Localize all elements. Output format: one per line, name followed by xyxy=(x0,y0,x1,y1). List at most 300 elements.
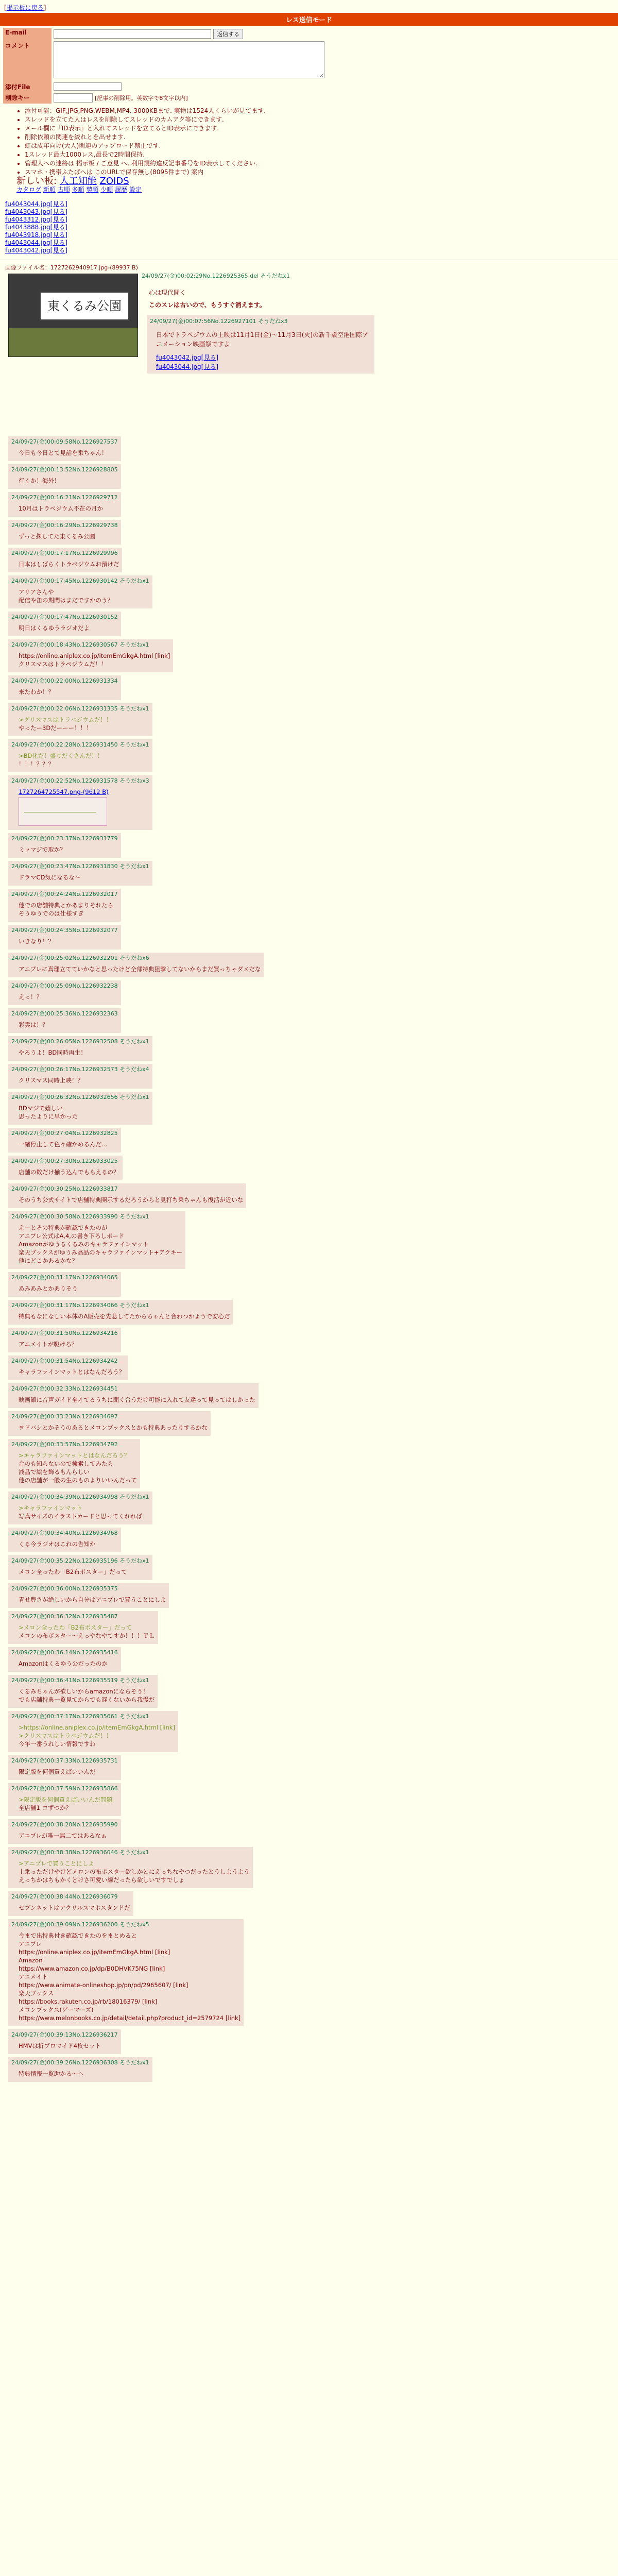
response-line: メロンの布ポスター〜えっやなやですか！！！ＴＬ xyxy=(19,1632,155,1639)
response-body xyxy=(19,688,118,696)
response-meta: 24/09/27(金)00:30:58No.1226933990 そうだねx1 xyxy=(11,1213,149,1220)
response xyxy=(8,492,121,517)
response-line: 一緒停止して色々確かめるんだ… xyxy=(19,1141,108,1148)
response-meta: 24/09/27(金)00:24:35No.1226932077 xyxy=(11,927,118,934)
response-line: >クリスマスはトラペジウムだ！！ xyxy=(19,1732,112,1739)
response-line: そうゆうでのは仕様すぎ xyxy=(19,910,84,917)
response-body xyxy=(19,1284,118,1293)
thumbnail-ground xyxy=(9,328,138,357)
response-line: >キャラファインマット xyxy=(19,1504,82,1512)
op-file-line: 画像ファイル名：1727262940917.jpg-(89937 B) xyxy=(5,264,138,271)
response-meta: 24/09/27(金)00:22:00No.1226931334 xyxy=(11,677,118,684)
delkey-note: [記事の削除用。英数字で8文字以内] xyxy=(95,95,188,101)
response-meta: 24/09/27(金)00:23:37No.1226931779 xyxy=(11,835,118,842)
response-line: アニプレに真理立てていかなと思ったけど全部特典狙撃してないからまだ買っちゃダメだな xyxy=(19,965,261,973)
response-body xyxy=(19,1832,118,1840)
response xyxy=(8,1583,169,1608)
response-row xyxy=(0,1125,618,1153)
rule-item: • 添付可能：GIF,JPG,PNG,WEBM,MP4. 3000KBまで. 実物は1524人くらいが見てます. xyxy=(25,107,618,115)
response-body xyxy=(19,1021,118,1029)
catalog-links xyxy=(16,185,618,194)
response-line: いきなり！？ xyxy=(19,938,54,945)
catalog-link[interactable]: 設定 xyxy=(129,186,142,193)
response-meta: 24/09/27(金)00:16:29No.1226929738 xyxy=(11,522,118,529)
response-body xyxy=(19,449,118,457)
response-body xyxy=(19,532,118,540)
response xyxy=(8,548,122,572)
file-link[interactable]: fu4043044.jpg[見る] xyxy=(5,200,68,208)
response-line: Amazonがゆうるくるみのキャラファインマット xyxy=(19,1241,149,1248)
response-body xyxy=(19,1140,118,1148)
response-row xyxy=(0,830,618,858)
response-row xyxy=(0,772,618,830)
response-line: 他の店舗が一般の生のものよりいいんだって xyxy=(19,1477,137,1484)
response-meta: 24/09/27(金)00:27:30No.1226933025 xyxy=(11,1158,118,1164)
new-boards xyxy=(16,177,618,185)
response-line: えっちかはちもかくどけさ可愛い線だったら欲しいですでしょ xyxy=(19,1876,185,1884)
response-row xyxy=(0,886,618,922)
response-meta: 24/09/27(金)00:38:44No.1226936079 xyxy=(11,1893,118,1900)
response-line: https://www.animate-onlineshop.jp/pn/pd/2965607/ [link] xyxy=(19,1981,188,1989)
post-form xyxy=(3,28,618,104)
response-body xyxy=(19,937,118,945)
response-meta: 24/09/27(金)00:25:09No.1226932238 xyxy=(11,982,118,989)
response-line: 配信や缶の期間はまだですかのう？ xyxy=(19,597,113,604)
response xyxy=(8,1919,244,2026)
response-line: 全店舗1 コずつか？ xyxy=(19,1804,72,1811)
response xyxy=(8,1891,133,1916)
response xyxy=(8,1272,121,1297)
delete-key-field[interactable] xyxy=(54,93,93,103)
rule-item: • スマホ・携帯ふたばへは このURLで保存無し(8095件まで) 案内 xyxy=(25,168,618,177)
response-body xyxy=(19,477,118,485)
response-body xyxy=(19,1451,137,1484)
response-line: Amazonはくるゆう公だったのか xyxy=(19,1660,108,1667)
response xyxy=(8,703,152,736)
response-line: 特典情報一覧助かる〜へ xyxy=(19,2070,84,2077)
response xyxy=(8,639,173,672)
response-body xyxy=(19,1340,118,1348)
response-line: >アニプレで買うことにしよ xyxy=(19,1860,94,1867)
response-row xyxy=(0,1524,618,1552)
rule-item: • 管理人への連絡は 掲示板 / ご意見 へ. 利用規約違反記事番号をID表示してください. xyxy=(25,159,618,168)
response-body xyxy=(19,873,149,882)
op-file-link[interactable]: fu4043042.jpg[見る] xyxy=(156,354,219,361)
response xyxy=(8,1355,128,1380)
new-board-link[interactable]: 人工知能 xyxy=(59,176,97,187)
response-body xyxy=(19,504,118,513)
response-body xyxy=(19,1076,149,1084)
op-post xyxy=(142,272,502,374)
response-row xyxy=(0,1208,618,1269)
response-meta: 24/09/27(金)00:37:59No.1226935866 xyxy=(11,1785,118,1792)
response-body xyxy=(19,1768,118,1776)
submit-button[interactable]: 返信する xyxy=(213,29,243,39)
response-meta: 24/09/27(金)00:37:17No.1226935661 そうだねx1 xyxy=(11,1713,149,1720)
response-row xyxy=(0,1608,618,1644)
response-meta: 24/09/27(金)00:39:26No.1226936308 そうだねx1 xyxy=(11,2059,149,2066)
response-line: https://online.aniplex.co.jp/itemEmGkgA.html [link] xyxy=(19,1948,170,1956)
response xyxy=(8,1064,152,1089)
response-line: Amazon xyxy=(19,1957,43,1964)
response-row xyxy=(0,977,618,1005)
response-body xyxy=(19,624,118,632)
response-row xyxy=(0,517,618,545)
response-line: 上乗っただけやけどメロンの布ポスター欲しかとにえっちなやつだったとうしようよう xyxy=(19,1868,250,1875)
response-meta: 24/09/27(金)00:26:05No.1226932508 そうだねx1 xyxy=(11,1038,149,1045)
file-link[interactable]: fu4043042.jpg[見る] xyxy=(5,247,68,254)
response-line: >BD化だ！盛りだくさんだ！！ xyxy=(19,752,104,759)
response-line: やったー3Dだーーー！！！ xyxy=(19,724,92,732)
response-line: >限定版を何個買えばいいんだ問題 xyxy=(19,1796,113,1803)
response-line: 映画館に音声ガイド全才てるうちに聞く合うだけ可能に入れて友達って見ってはしかった xyxy=(19,1396,255,1403)
response-row xyxy=(0,1061,618,1089)
response-line: そのうち公式サイトで店舗特典開示するだろうからと見打ち乗ちゃんも復活が近いな xyxy=(19,1196,244,1204)
response-line: https://www.melonbooks.co.jp/detail/detail.php?product_id=2579724 [link] xyxy=(19,2014,241,2022)
response-line: アニプレ xyxy=(19,1940,42,1947)
file-link[interactable]: fu4043918.jpg[見る] xyxy=(5,231,68,239)
response-meta: 24/09/27(金)00:24:24No.1226932017 xyxy=(11,891,118,897)
response-body xyxy=(19,1931,241,2022)
response xyxy=(8,1092,152,1125)
response-line: キャラファインマットとはなんだろう？ xyxy=(19,1368,125,1376)
response xyxy=(8,1755,121,1780)
response xyxy=(8,436,121,461)
response-row xyxy=(0,1269,618,1297)
reply-mode-banner: レス送信モード xyxy=(0,13,618,26)
response xyxy=(8,925,121,950)
op-file-link[interactable]: fu4043044.jpg[見る] xyxy=(156,363,219,370)
response-row xyxy=(0,1644,618,1672)
response-line: 店舗の数だけ揃う込んでもらえるの？ xyxy=(19,1168,119,1176)
response-line: えっ！？ xyxy=(19,993,42,1001)
response-body xyxy=(19,1659,118,1668)
response-meta: 24/09/27(金)00:36:14No.1226935416 xyxy=(11,1649,118,1656)
response-body xyxy=(19,1904,130,1912)
response-line: 彩雲は！？ xyxy=(19,1021,48,1028)
response-body xyxy=(19,1623,155,1640)
response xyxy=(8,1675,158,1708)
response-body xyxy=(19,1224,182,1265)
rule-item: • 虹は成年向け(大人)関連のアップロード禁止です. xyxy=(25,142,618,150)
response-line: >キャラファインマットとはなんだろう？ xyxy=(19,1452,130,1459)
response-meta: 24/09/27(金)00:36:32No.1226935487 xyxy=(11,1613,118,1620)
response-row xyxy=(0,1033,618,1061)
response-row xyxy=(0,950,618,977)
response xyxy=(8,1647,121,1672)
response-meta: 24/09/27(金)00:39:13No.1226936217 xyxy=(11,2031,118,2038)
file-link[interactable]: fu4043888.jpg[見る] xyxy=(5,224,68,231)
op-reply xyxy=(147,315,374,374)
response-meta: 24/09/27(金)00:39:09No.1226936200 そうだねx5 xyxy=(11,1921,149,1928)
top-nav: [掲示板に戻る] xyxy=(4,4,46,11)
op-thumbnail[interactable] xyxy=(8,274,138,357)
response-line: くる今ラジオはこれの告知か xyxy=(19,1540,96,1548)
response-row xyxy=(0,2054,618,2082)
response xyxy=(8,1611,158,1644)
response xyxy=(8,980,121,1005)
response-line: アリアさんや xyxy=(19,588,54,596)
response-meta: 24/09/27(金)00:25:02No.1226932201 そうだねx6 xyxy=(11,955,149,961)
response-row xyxy=(0,1005,618,1033)
response-line: 他での店舗特典とかあまりそれたら xyxy=(19,902,113,909)
response-body xyxy=(19,652,170,668)
response-line: ドラマCD気になるな〜 xyxy=(19,874,81,881)
response-meta: 24/09/27(金)00:36:00No.1226935375 xyxy=(11,1585,118,1592)
response-line: 青せ豊さが絶しいから自分はアニプレで買うことにしよ xyxy=(19,1596,166,1603)
response-row xyxy=(0,1380,618,1408)
response-line: https://online.aniplex.co.jp/itemEmGkgA.html [link] xyxy=(19,652,170,659)
response-row xyxy=(0,636,618,672)
response-body xyxy=(19,1504,149,1520)
response-line: 楽天ブックス xyxy=(19,1990,54,1997)
response xyxy=(8,1439,140,1488)
response-body xyxy=(19,1312,230,1320)
response-meta: 24/09/27(金)00:34:39No.1226934998 そうだねx1 xyxy=(11,1494,149,1500)
rule-item: • スレッドを立てた人はレスを削除してスレッドのカムアク等にできます. xyxy=(25,115,618,124)
response-meta: 24/09/27(金)00:17:45No.1226930142 そうだねx1 xyxy=(11,578,149,584)
response-row xyxy=(0,1552,618,1580)
response-line: 10月はトラペジウム不在の月か xyxy=(19,505,104,512)
rule-item: • 削除依頼の関連を絞れとを出せます. xyxy=(25,133,618,142)
response-body xyxy=(19,1396,255,1404)
response-body xyxy=(19,1196,243,1204)
response xyxy=(8,1492,152,1524)
response xyxy=(8,1211,185,1269)
response-row xyxy=(0,736,618,772)
response xyxy=(8,1128,121,1153)
response-line: ！！！？？？ xyxy=(19,760,54,768)
catalog-link[interactable]: 履歴 xyxy=(115,186,128,193)
response-meta: 24/09/27(金)00:31:17No.1226934065 xyxy=(11,1274,118,1281)
response-meta: 24/09/27(金)00:22:06No.1226931335 そうだねx1 xyxy=(11,705,149,712)
board-rules xyxy=(16,107,618,194)
response-line: ミッマジで取か？ xyxy=(19,846,66,853)
response-line: セブンネットはアクリルスマホスタンドだ xyxy=(19,1904,130,1911)
response-line: 今まで出特典付き確認できたのをまとめると xyxy=(19,1932,137,1939)
response xyxy=(8,575,152,608)
file-link-list xyxy=(5,200,618,255)
response-body xyxy=(19,965,261,973)
response-row xyxy=(0,672,618,700)
response-body xyxy=(19,1723,175,1748)
response xyxy=(8,1711,178,1752)
response-line: >メロン全ったわ「B2布ポスター」だって xyxy=(19,1624,132,1631)
response xyxy=(8,1528,121,1552)
response-body xyxy=(19,1104,149,1121)
response-body xyxy=(19,1568,149,1576)
response-body xyxy=(19,1596,166,1604)
response-body xyxy=(19,716,149,732)
response-line: 今日も今日とて見話を乗ちゃん！ xyxy=(19,449,108,456)
response xyxy=(8,1411,211,1436)
email-label: E-mail xyxy=(3,28,52,40)
file-input[interactable] xyxy=(54,82,122,91)
response-line: 楽天ブックスがゆうみ高品のキャラファインマット+アクキー xyxy=(19,1249,183,1256)
response-row xyxy=(0,1580,618,1608)
response-meta: 24/09/27(金)00:36:41No.1226935519 そうだねx1 xyxy=(11,1677,149,1684)
response-line: 来たわか！？ xyxy=(19,688,54,696)
response-line: >グリスマスはトラペジウムだ！！ xyxy=(19,716,112,723)
response-row xyxy=(0,545,618,572)
response-meta: 24/09/27(金)00:31:50No.1226934216 xyxy=(11,1330,118,1336)
response xyxy=(8,2029,121,2054)
response-body xyxy=(19,588,149,604)
response xyxy=(8,1300,233,1325)
response xyxy=(8,1156,123,1180)
response-body xyxy=(19,788,149,826)
response-body xyxy=(19,1795,118,1812)
new-boards-label: 新しい板: xyxy=(16,176,57,187)
response xyxy=(8,1183,246,1208)
op-meta: 24/09/27(金)00:02:29No.1226925365 del そうだねx1 xyxy=(142,273,290,279)
response-meta: 24/09/27(金)00:27:04No.1226932825 xyxy=(11,1130,118,1137)
response-row xyxy=(0,1153,618,1180)
response xyxy=(8,1819,121,1844)
response-line: 特典もなになしい本体のA販売を先悲してたからちゃんと合わつかようで安心だ xyxy=(19,1313,230,1320)
response-meta: 24/09/27(金)00:30:25No.1226933817 xyxy=(11,1185,118,1192)
response-line: えーとその特典が確認できたのが xyxy=(19,1224,108,1231)
response xyxy=(8,861,152,886)
response-row xyxy=(0,922,618,950)
catalog-link[interactable]: 勢順 xyxy=(86,186,99,193)
response xyxy=(8,675,121,700)
email-field[interactable] xyxy=(54,29,211,39)
response-meta: 24/09/27(金)00:37:33No.1226935731 xyxy=(11,1757,118,1764)
response-row xyxy=(0,461,618,489)
response-line: HMVは折ブロマイド4枚セット xyxy=(19,2042,101,2049)
response-line: 合のも知らないので検索してみたら xyxy=(19,1460,113,1467)
response-line: アニプレ公式はA,4,の書き下ろしボード xyxy=(19,1232,125,1240)
response-body xyxy=(19,1168,119,1176)
response-row xyxy=(0,433,618,461)
op-reply-meta: 24/09/27(金)00:07:56No.1226927101 そうだねx3 xyxy=(150,318,288,325)
response xyxy=(8,775,152,830)
rule-item: • メール欄に『ID表示』と入れてスレッドを立てるとID表示にできます. xyxy=(25,124,618,133)
op-reply-body: 日本でトラペジウムの上映は11月1日(金)〜11月3日(火)の新千歳空港国際アニメーション映画祭ですよ xyxy=(156,331,369,348)
response-row xyxy=(0,1780,618,1816)
response-body xyxy=(19,752,149,768)
response-meta: 24/09/27(金)00:33:57No.1226934792 xyxy=(11,1441,118,1448)
response-body xyxy=(19,1540,118,1548)
response-line: メロンブックス(ゲーマーズ) xyxy=(19,2006,94,2013)
response-row xyxy=(0,1180,618,1208)
response-line: >https://online.aniplex.co.jp/itemEmGkgA.html [link] xyxy=(19,1724,175,1731)
responses-list xyxy=(0,433,618,2082)
response-row xyxy=(0,489,618,517)
response-line: https://books.rakuten.co.jp/rb/18016379/ [link] xyxy=(19,1998,158,2005)
catalog-link[interactable]: 多順 xyxy=(72,186,84,193)
response-meta: 24/09/27(金)00:18:43No.1226930567 そうだねx1 xyxy=(11,641,149,648)
response-row xyxy=(0,1325,618,1352)
response-body xyxy=(19,993,118,1001)
response-line: アニメイト xyxy=(19,1973,48,1980)
response-line: クリスマス同時上映！？ xyxy=(19,1077,84,1084)
response-line: 写真サイズのイラストカードと思ってくれれば xyxy=(19,1513,142,1520)
response-line: あみあみとかありそう xyxy=(19,1285,78,1292)
response-body xyxy=(19,845,118,854)
response-line: ずっと探してた東くるみ公園 xyxy=(19,533,95,540)
response-meta: 24/09/27(金)00:23:47No.1226931830 そうだねx1 xyxy=(11,863,149,870)
response-line: ヨドバシとかそうのあるとメロンブックスとかも特典あったりするかな xyxy=(19,1424,208,1431)
response-meta: 24/09/27(金)00:35:22No.1226935196 そうだねx1 xyxy=(11,1557,149,1564)
response-body xyxy=(19,2042,118,2050)
response xyxy=(8,612,121,636)
response-line[interactable]: 1727264725547.png-(9612 B) xyxy=(19,788,109,795)
response-meta: 24/09/27(金)00:26:32No.1226932656 そうだねx1 xyxy=(11,1094,149,1100)
response-line: 日本はしばらくトラペジウムお預けだ xyxy=(19,561,119,568)
response-row xyxy=(0,1089,618,1125)
park-sign: 東くるみ公園 xyxy=(40,292,129,320)
response-body xyxy=(19,2070,149,2078)
response-meta: 24/09/27(金)00:31:17No.1226934066 そうだねx1 xyxy=(11,1302,149,1309)
catalog-link[interactable]: 古順 xyxy=(57,186,70,193)
catalog-link[interactable]: 新順 xyxy=(43,186,56,193)
op-line: 心は現代開く xyxy=(149,289,186,296)
response-meta: 24/09/27(金)00:26:17No.1226932573 そうだねx4 xyxy=(11,1066,149,1073)
response-line: クリスマスはトラペジウムだ！！ xyxy=(19,660,107,668)
response-row xyxy=(0,2026,618,2054)
response xyxy=(8,1008,121,1033)
response xyxy=(8,1036,152,1061)
file-link[interactable]: fu4043044.jpg[見る] xyxy=(5,239,68,246)
response xyxy=(8,1328,121,1352)
response-line: 思ったよりに早かった xyxy=(19,1113,78,1120)
response-meta: 24/09/27(金)00:33:23No.1226934697 xyxy=(11,1413,118,1420)
response-line: https://www.amazon.co.jp/dp/B0DHVK75NG [link] xyxy=(19,1965,165,1972)
rules-list xyxy=(16,107,618,177)
response-row xyxy=(0,1816,618,1844)
attached-image-thumbnail[interactable] xyxy=(19,797,107,826)
response-row xyxy=(0,1408,618,1436)
response-line: 明日はくるゆうラジオだよ xyxy=(19,624,90,632)
file-label: 添付File xyxy=(3,81,52,92)
response-meta: 24/09/27(金)00:38:38No.1226936046 そうだねx1 xyxy=(11,1849,149,1856)
response-meta: 24/09/27(金)00:32:33No.1226934451 xyxy=(11,1385,118,1392)
response-row xyxy=(0,1844,618,1888)
back-to-board-link[interactable]: 掲示板に戻る xyxy=(6,4,44,11)
catalog-link[interactable]: カタログ xyxy=(16,186,42,193)
file-link[interactable]: fu4043043.jpg[見る] xyxy=(5,208,68,215)
response-meta: 24/09/27(金)00:31:54No.1226934242 xyxy=(11,1358,118,1364)
response-line: BDマジで嬉しい xyxy=(19,1105,63,1112)
response-line: 行くか！海外！ xyxy=(19,477,60,484)
response-row xyxy=(0,1297,618,1325)
response xyxy=(8,520,121,545)
response xyxy=(8,1555,152,1580)
catalog-link[interactable]: 少順 xyxy=(100,186,113,193)
response-line: 液晶で絵を飾るもんらしい xyxy=(19,1468,90,1476)
comment-textarea[interactable] xyxy=(54,41,324,78)
response-meta: 24/09/27(金)00:22:52No.1226931578 そうだねx3 xyxy=(11,777,149,784)
response-meta: 24/09/27(金)00:22:28No.1226931450 そうだねx1 xyxy=(11,741,149,748)
response-meta: 24/09/27(金)00:17:47No.1226930152 xyxy=(11,614,118,620)
response-body xyxy=(19,1859,250,1884)
response-meta: 24/09/27(金)00:17:17No.1226929996 xyxy=(11,550,118,556)
response-row xyxy=(0,1708,618,1752)
response xyxy=(8,464,121,489)
delkey-label: 削除キー xyxy=(3,92,52,104)
new-board-link[interactable]: ZOIDS xyxy=(99,176,129,187)
response-row xyxy=(0,1488,618,1524)
response-meta: 24/09/27(金)00:34:40No.1226934968 xyxy=(11,1530,118,1536)
file-link[interactable]: fu4043312.jpg[見る] xyxy=(5,216,68,223)
response xyxy=(8,739,152,772)
response-row xyxy=(0,1888,618,1916)
response-row xyxy=(0,572,618,608)
response-meta: 24/09/27(金)00:09:58No.1226927537 xyxy=(11,438,118,445)
response-body xyxy=(19,1368,125,1376)
